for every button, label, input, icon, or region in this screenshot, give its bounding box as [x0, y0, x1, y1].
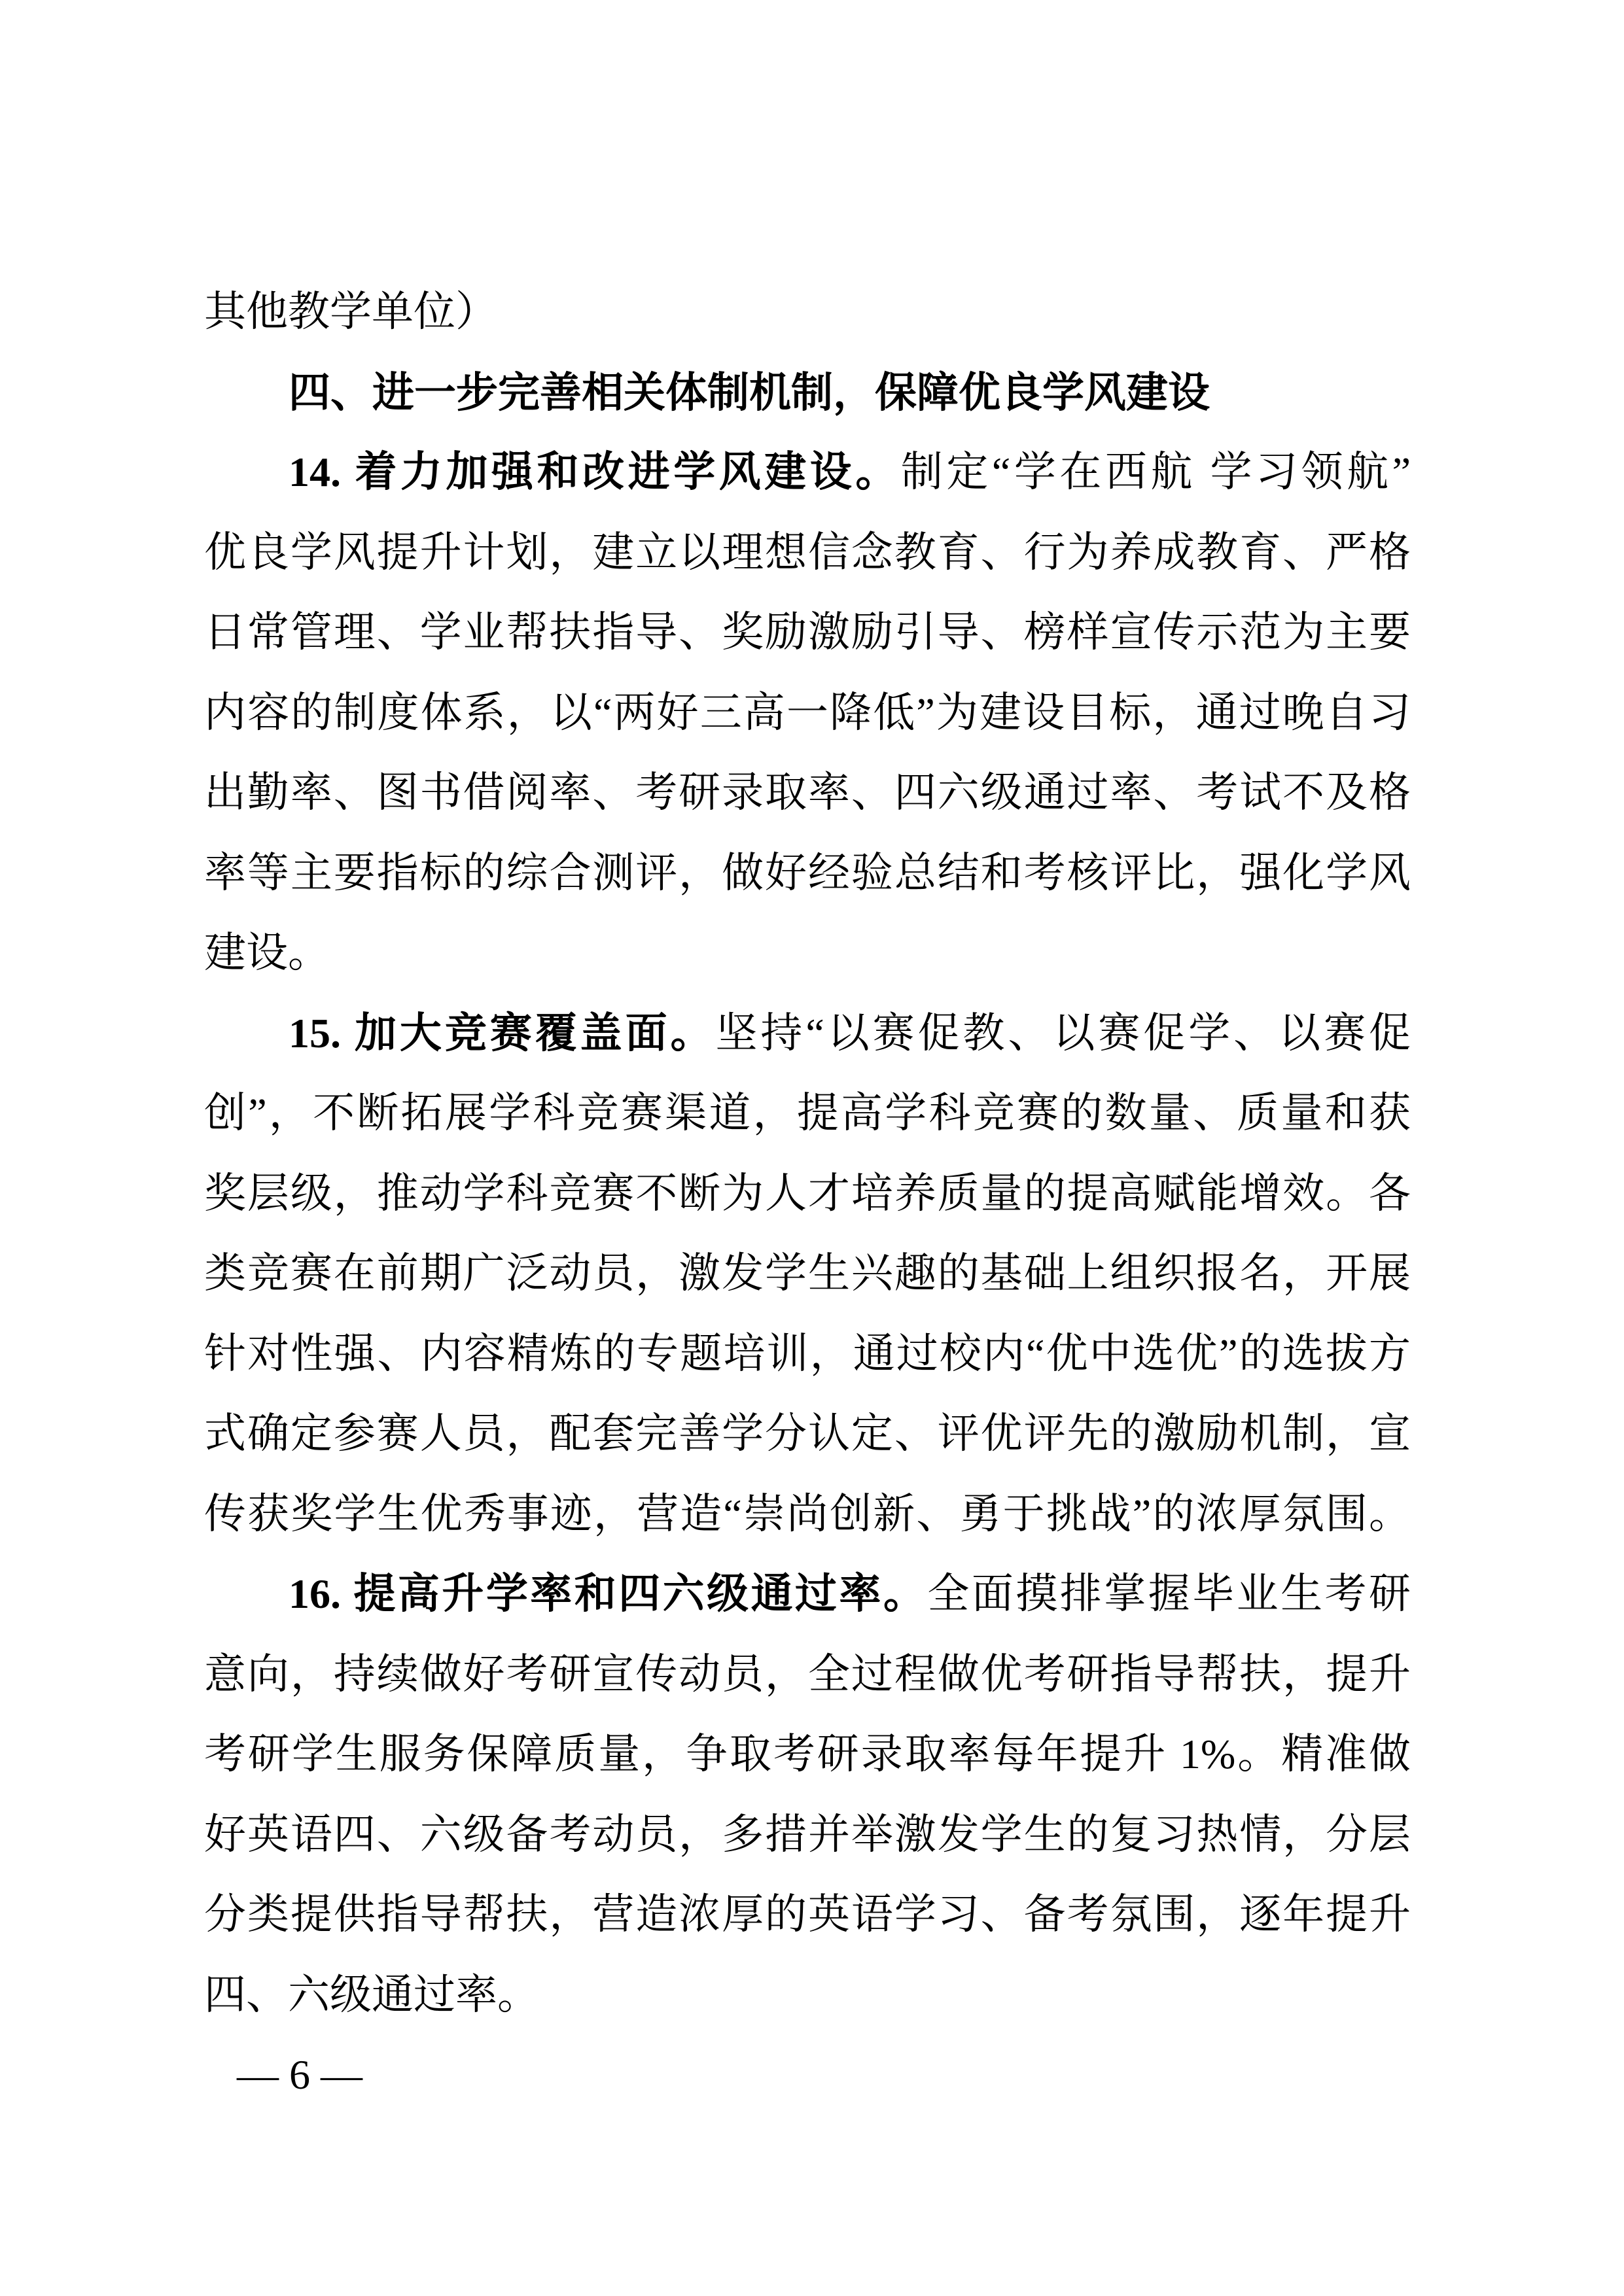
text-segment-body: 分类提供指导帮扶，营造浓厚的英语学习、备考氛围，逐年提升 [204, 1891, 1411, 1938]
text-segment-body: 建设。 [204, 930, 330, 976]
page-number: — 6 — [237, 2051, 362, 2098]
section-4-heading [204, 353, 1411, 433]
text-segment-body: 日常管理、学业帮扶指导、奖励激励引导、榜样宣传示范为主要 [204, 609, 1411, 655]
body-line [204, 1073, 1411, 1154]
text-segment-lead: 16. 提高升学率和四六级通过率。 [289, 1571, 928, 1617]
text-segment-body: 传获奖学生优秀事迹，营造“崇尚创新、勇于挑战”的浓厚氛围。 [204, 1490, 1411, 1537]
text-segment-body: 全面摸排掌握毕业生考研 [927, 1571, 1411, 1617]
text-segment-body: 出勤率、图书借阅率、考研录取率、四六级通过率、考试不及格 [204, 769, 1411, 816]
text-segment-body: 坚持“以赛促教、以赛促学、以赛促 [715, 1009, 1411, 1056]
item-15-lead-line [204, 994, 1411, 1074]
body-line [204, 673, 1411, 754]
text-segment-body: 创”，不断拓展学科竞赛渠道，提高学科竞赛的数量、质量和获 [204, 1090, 1411, 1136]
body-line [204, 1154, 1411, 1234]
body-line [204, 1635, 1411, 1715]
text-segment-body: 考研学生服务保障质量，争取考研录取率每年提升 1%。精准做 [204, 1731, 1411, 1777]
text-segment-body: 优良学风提升计划，建立以理想信念教育、行为养成教育、严格 [204, 529, 1411, 576]
text-segment-body: 奖层级，推动学科竞赛不断为人才培养质量的提高赋能增效。各 [204, 1170, 1411, 1217]
text-block [204, 272, 1411, 2035]
body-line [204, 1875, 1411, 1955]
body-line [204, 753, 1411, 833]
body-line [204, 593, 1411, 673]
text-segment-body: 率等主要指标的综合测评，做好经验总结和考核评比，强化学风 [204, 849, 1411, 896]
text-segment-heading: 四、进一步完善相关体制机制，保障优良学风建设 [289, 368, 1210, 416]
body-line [204, 1394, 1411, 1474]
paragraph-continuation-line [204, 272, 1411, 353]
body-line [204, 1234, 1411, 1314]
body-line [204, 1955, 1411, 2036]
text-segment-body: 式确定参赛人员，配套完善学分认定、评优评先的激励机制，宣 [204, 1410, 1411, 1457]
text-segment-body: 内容的制度体系，以“两好三高一降低”为建设目标，通过晚自习 [204, 689, 1411, 736]
body-line [204, 913, 1411, 994]
text-segment-body: 好英语四、六级备考动员，多措并举激发学生的复习热情，分层 [204, 1811, 1411, 1858]
body-line [204, 1474, 1411, 1555]
item-16-lead-line [204, 1554, 1411, 1635]
item-14-lead-line [204, 432, 1411, 513]
text-segment-body: 针对性强、内容精炼的专题培训，通过校内“优中选优”的选拔方 [204, 1330, 1411, 1377]
body-line [204, 1314, 1411, 1395]
text-segment-lead: 15. 加大竞赛覆盖面。 [289, 1009, 716, 1056]
text-segment-lead: 14. 着力加强和改进学风建设。 [289, 449, 901, 495]
body-line [204, 1795, 1411, 1875]
body-line [204, 1714, 1411, 1795]
text-segment-body: 类竞赛在前期广泛动员，激发学生兴趣的基础上组织报名，开展 [204, 1250, 1411, 1296]
text-segment-body: 四、六级通过率。 [204, 1971, 539, 2018]
text-segment-body: 意向，持续做好考研宣传动员，全过程做优考研指导帮扶，提升 [204, 1650, 1411, 1697]
text-segment-body: 制定“学在西航 学习领航” [900, 449, 1411, 495]
body-line [204, 833, 1411, 914]
body-line [204, 513, 1411, 593]
text-segment-body: 其他教学单位） [204, 288, 497, 335]
